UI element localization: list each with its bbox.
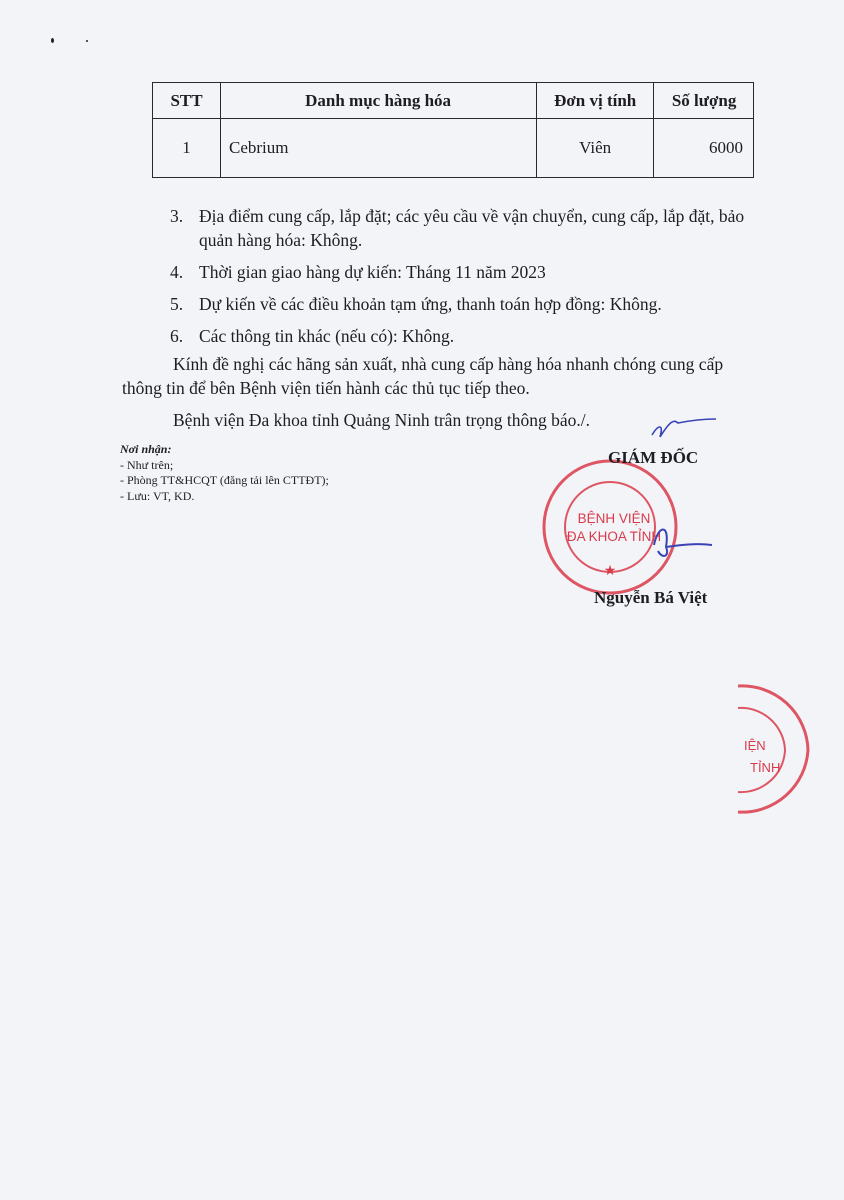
partial-stamp <box>730 680 830 820</box>
signer-name: Nguyễn Bá Việt <box>594 588 708 607</box>
cell-goods-name: Cebrium <box>221 119 537 178</box>
column-header-stt: STT <box>153 83 221 119</box>
list-item <box>170 324 764 348</box>
recipients-heading: Nơi nhận: <box>120 442 172 456</box>
numbered-items <box>170 204 764 356</box>
item-text: Các thông tin khác (nếu có): Không. <box>199 326 455 346</box>
table-header-row <box>153 83 754 119</box>
column-header-quantity: Số lượng <box>654 83 754 119</box>
request-paragraph: Kính đề nghị các hãng sản xuất, nhà cung cấp hàng hóa nhanh chóng cung cấp thông tin để bên Bệnh viện tiến hành các thủ tục tiếp theo. <box>122 354 724 398</box>
column-header-goods: Danh mục hàng hóa <box>221 83 537 119</box>
recipient-line: - Lưu: VT, KD. <box>120 488 195 503</box>
initial-signature <box>640 405 750 445</box>
goods-table <box>152 82 754 178</box>
director-signature <box>640 505 730 565</box>
item-number: 6. <box>170 326 184 346</box>
stamp-text-line2: ĐA KHOA TỈNH <box>566 529 662 544</box>
item-text: Dự kiến về các điều khoản tạm ứng, thanh toán hợp đồng: Không. <box>199 294 662 314</box>
closing-paragraph: Bệnh viện Đa khoa tỉnh Quảng Ninh trân trọng thông báo./. <box>173 410 591 430</box>
table-row <box>153 119 754 178</box>
item-number: 5. <box>170 294 184 314</box>
signer-title: GIÁM ĐỐC <box>608 448 699 467</box>
list-item <box>170 260 764 284</box>
column-header-unit: Đơn vị tính <box>537 83 654 119</box>
recipient-line: - Như trên; <box>120 457 174 472</box>
item-number: 4. <box>170 262 184 282</box>
list-item <box>170 292 764 316</box>
item-text: Địa điểm cung cấp, lắp đặt; các yêu cầu về vận chuyển, cung cấp, lắp đặt, bảo quản hàng hóa: Không. <box>199 206 745 250</box>
scan-speck <box>86 40 88 42</box>
stamp-star: ★ <box>603 564 617 579</box>
scan-speck <box>51 38 54 43</box>
recipient-line: - Phòng TT&HCQT (đăng tải lên CTTĐT); <box>120 473 329 487</box>
item-text: Thời gian giao hàng dự kiến: Tháng 11 năm 2023 <box>199 262 546 282</box>
item-number: 3. <box>170 206 184 226</box>
cell-unit: Viên <box>537 119 654 178</box>
stamp-text-line1: BỆNH VIỆN <box>577 511 651 526</box>
list-item <box>170 204 764 252</box>
partial-stamp-line2: TỈNH <box>750 760 781 775</box>
cell-stt: 1 <box>153 119 221 178</box>
cell-quantity: 6000 <box>654 119 754 178</box>
partial-stamp-line1: IỆN <box>744 738 766 753</box>
recipients-block <box>120 442 329 504</box>
